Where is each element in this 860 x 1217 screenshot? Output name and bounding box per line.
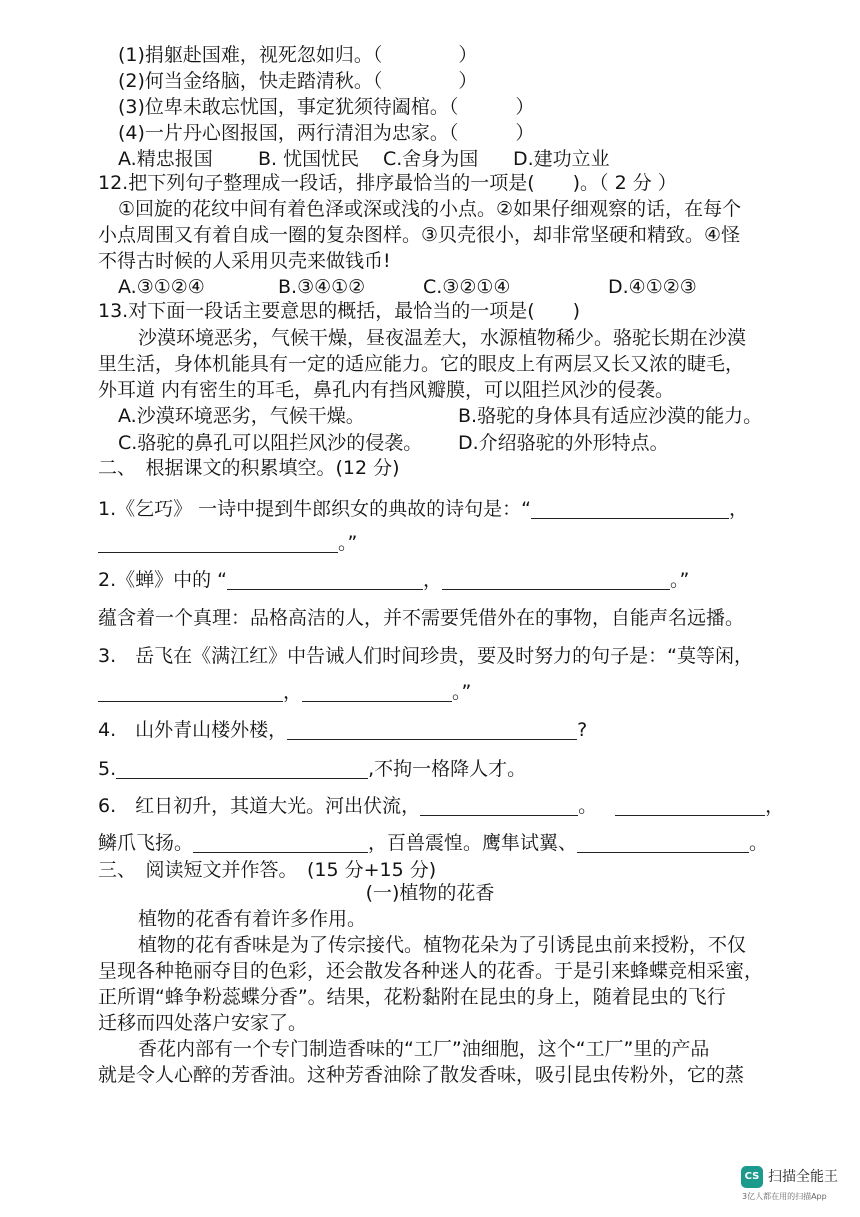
s2-q5-end: ,不拘一格降人才。 [368,758,527,780]
passage-para-3-line-1: 香花内部有一个专门制造香味的“工厂”油细胞，这个“工厂”里的产品 [138,1038,710,1060]
q12-option-d: D.④①②③ [608,276,697,298]
s2-q2-blank-1[interactable] [227,569,423,590]
s2-q6-end: 。 [749,832,769,854]
s2-q5-blank[interactable] [116,758,368,779]
s2-q6-blank-1[interactable] [420,795,578,816]
s2-q6-blank-2[interactable] [615,795,765,816]
q13-line-3: 外耳道 内有密生的耳毛，鼻孔内有挡风瓣膜，可以阻拦风沙的侵袭。 [98,379,675,401]
s2-q4-text: 4. 山外青山楼外楼， [98,719,288,741]
q12-options [118,274,697,300]
q11-item-2: (2)何当金络脑，快走踏清秋。（ ） [118,70,478,92]
s2-q3-line: 3. 岳飞在《满江红》中告诫人们时间珍贵，要及时努力的句子是：“莫等闲， [98,645,753,667]
s2-q2-end: 。” [670,569,690,591]
q13-line-2: 里生活，身体机能具有一定的适应能力。它的眼皮上有两层又长又浓的睫毛， [98,353,745,375]
section3-heading: 三、 阅读短文并作答。 (15 分+15 分) [98,859,437,881]
s2-q2-blank-2[interactable] [442,569,670,590]
s2-q1-blank-1[interactable] [531,498,729,519]
s2-q1-line [98,496,748,522]
s2-q6-line-2 [98,830,768,856]
q11-item-1: (1)捐躯赴国难，视死忽如归。（ ） [118,44,478,66]
q11-item-4: (4)一片丹心图报国，两行清泪为忠家。（ ） [118,122,535,144]
scanner-watermark [741,1166,851,1206]
passage-para-2-line-2: 呈现各种艳丽夺目的色彩，还会散发各种迷人的花香。于是引来蜂蝶竞相采蜜， [98,960,764,982]
s2-q1-end: 。” [338,532,358,554]
watermark-name: 扫描全能王 [768,1169,838,1185]
s2-q4-blank[interactable] [287,719,577,740]
s2-q6-p1: 。 [578,795,598,817]
s2-q2-text: 2.《蝉》中的 “ [98,569,228,591]
s2-q3-blank-2[interactable] [302,681,452,702]
q13-option-d: D.介绍骆驼的外形特点。 [458,432,669,454]
passage-para-3-line-2: 就是令人心醉的芳香油。这种芳香油除了散发香味，吸引昆虫传粉外，它的蒸 [98,1064,745,1086]
passage-title: (一)植物的花香 [365,882,495,904]
passage-para-1: 植物的花香有着许多作用。 [138,908,367,930]
s2-q3-blank-1[interactable] [98,681,283,702]
q11-option-b: B. 忧国忧民 [258,148,360,170]
s2-q5-text: 5. [98,758,117,780]
s2-q2-meaning: 蕴含着一个真理：品格高洁的人，并不需要凭借外在的事物，自能声名远播。 [98,607,745,629]
section2-heading: 二、 根据课文的积累填空。(12 分) [98,457,400,479]
q11-item-3: (3)位卑未敢忘忧国，事定犹须待阖棺。（ ） [118,96,535,118]
s2-q4-line [98,717,587,743]
q12-stem: 12.把下列句子整理成一段话，排序最恰当的一项是( )。（ 2 分 ） [98,172,677,194]
q11-option-a: A.精忠报国 [118,148,213,170]
q12-line-3: 不得古时候的人采用贝壳来做钱币! [98,250,391,272]
q12-option-c: C.③②①④ [423,276,511,298]
passage-para-2-line-1: 植物的花有香味是为了传宗接代。植物花朵为了引诱昆虫前来授粉，不仅 [138,934,747,956]
s2-q6-text-2: 鳞爪飞扬。 [98,832,194,854]
s2-q2-comma: ， [423,569,443,591]
watermark-tagline: 3亿人都在用的扫描App [742,1192,827,1201]
q11-option-d: D.建功立业 [513,148,610,170]
s2-q6-line [98,793,784,819]
camscanner-logo-icon: CS [741,1166,763,1188]
s2-q6-text-3: ，百兽震惶。鹰隼试翼、 [368,832,578,854]
s2-q1-comma: ， [729,498,749,520]
q13-option-a: A.沙漠环境恶劣，气候干燥。 [118,405,365,427]
s2-q6-text: 6. 红日初升，其道大光。河出伏流， [98,795,421,817]
s2-q6-blank-4[interactable] [577,832,749,853]
q13-line-1: 沙漠环境恶劣，气候干燥，昼夜温差大，水源植物稀少。骆驼长期在沙漠 [138,327,747,349]
s2-q1-text: 1.《乞巧》 一诗中提到牛郎织女的典故的诗句是：“ [98,498,532,520]
s2-q2-line [98,567,689,593]
s2-q6-blank-3[interactable] [193,832,368,853]
s2-q6-p2: ， [765,795,785,817]
s2-q3-line-2 [98,679,471,705]
q13-option-b: B.骆驼的身体具有适应沙漠的能力。 [458,405,763,427]
q13-option-c: C.骆驼的鼻孔可以阻拦风沙的侵袭。 [118,432,423,454]
s2-q1-blank-2[interactable] [98,532,338,553]
s2-q3-comma: ， [283,681,303,703]
s2-q5-line [98,756,526,782]
s2-q3-end: 。” [452,681,472,703]
q12-option-b: B.③④①② [278,276,366,298]
q12-option-a: A.③①②④ [118,276,205,298]
q12-line-2: 小点周围又有着自成一圈的复杂图样。③贝壳很小，却非常坚硬和精致。④怪 [98,224,741,246]
q11-option-c: C.舍身为国 [383,148,479,170]
q12-line-1: ①回旋的花纹中间有着色泽或深或浅的小点。②如果仔细观察的话，在每个 [118,198,742,220]
q13-stem: 13.对下面一段话主要意思的概括，最恰当的一项是( ) [98,300,581,322]
passage-para-2-line-4: 迁移而四处落户安家了。 [98,1012,308,1034]
q11-options [118,146,610,172]
passage-para-2-line-3: 正所谓“蜂争粉蕊蝶分香”。结果，花粉黏附在昆虫的身上，随着昆虫的飞行 [98,986,726,1008]
s2-q1-line-2 [98,530,357,556]
s2-q4-end: ? [577,719,588,741]
